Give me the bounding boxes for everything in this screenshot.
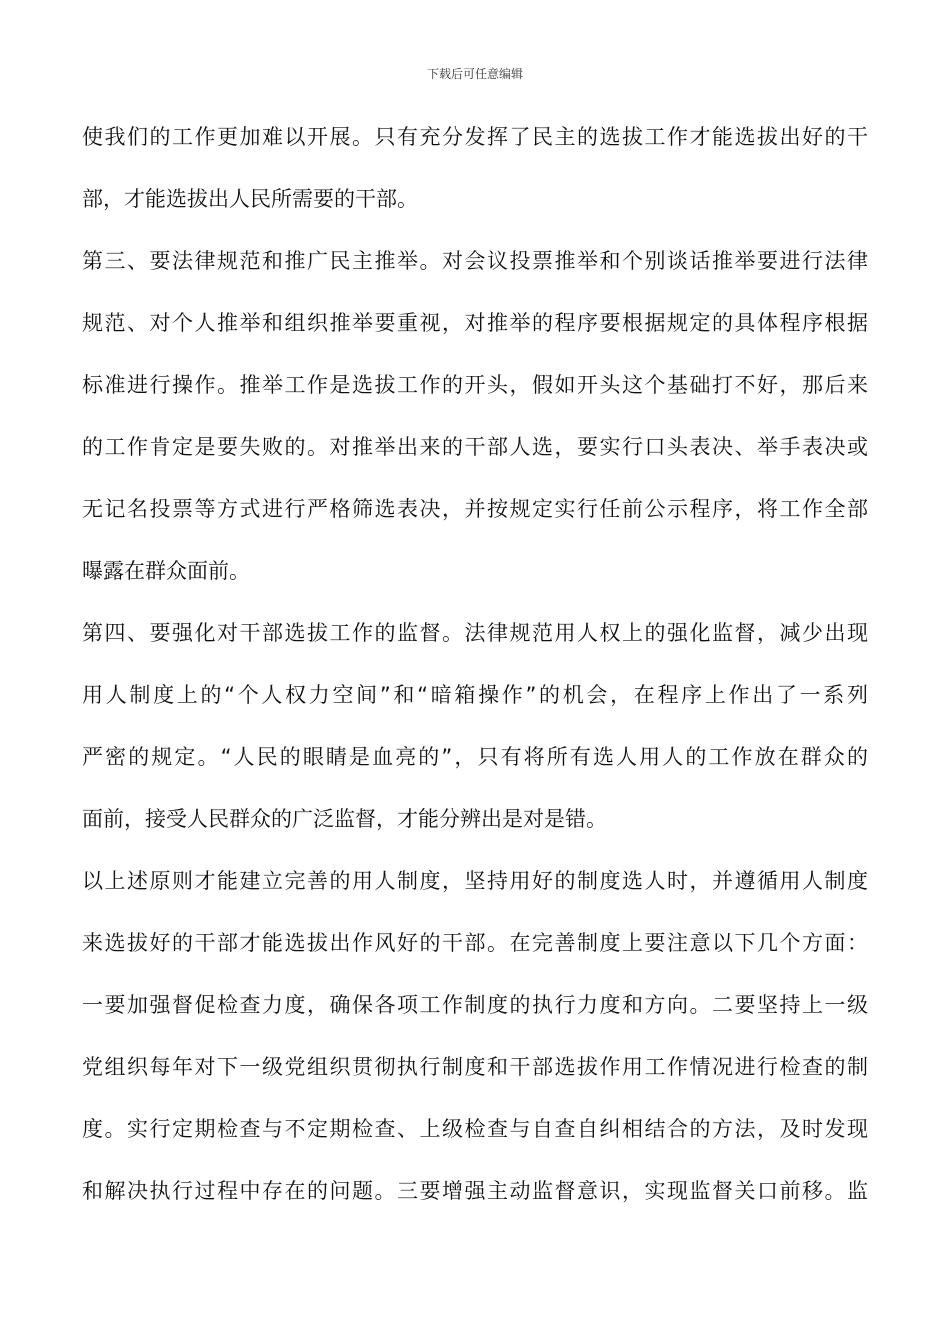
text-line: 和解决执行过程中存在的问题。三要增强主动监督意识，实现监督关口前移。监 — [82, 1179, 868, 1203]
text-line: 使我们的工作更加难以开展。只有充分发挥了民主的选拔工作才能选拔出好的干 — [82, 125, 868, 149]
text-line: 严密的规定。“人民的眼睛是血亮的”，只有将所有选人用人的工作放在群众的 — [82, 745, 868, 769]
text-line: 无记名投票等方式进行严格筛选表决，并按规定实行任前公示程序，将工作全部 — [82, 497, 868, 521]
text-line: 一要加强督促检查力度，确保各项工作制度的执行力度和方向。二要坚持上一级 — [82, 993, 868, 1017]
text-line: 规范、对个人推举和组织推举要重视，对推举的程序要根据规定的具体程序根据 — [82, 311, 868, 335]
text-line: 来选拔好的干部才能选拔出作风好的干部。在完善制度上要注意以下几个方面： — [82, 931, 868, 955]
text-line: 党组织每年对下一级党组织贯彻执行制度和干部选拔作用工作情况进行检查的制 — [82, 1055, 868, 1079]
text-line: 的工作肯定是要失败的。对推举出来的干部人选，要实行口头表决、举手表决或 — [82, 435, 868, 459]
text-line: 第三、要法律规范和推广民主推举。对会议投票推举和个别谈话推举要进行法律 — [82, 249, 868, 273]
text-line: 度。实行定期检查与不定期检查、上级检查与自查自纠相结合的方法，及时发现 — [82, 1117, 868, 1141]
page-header: 下载后可任意编辑 — [426, 67, 523, 81]
text-line: 曝露在群众面前。 — [82, 559, 250, 583]
text-line: 面前，接受人民群众的广泛监督，才能分辨出是对是错。 — [82, 807, 607, 831]
text-line: 用人制度上的“个人权力空间”和“暗箱操作”的机会，在程序上作出了一系列 — [82, 683, 868, 707]
document-body — [82, 106, 868, 1222]
text-line: 第四、要强化对干部选拔工作的监督。法律规范用人权上的强化监督，减少出现 — [82, 621, 868, 645]
text-line: 以上述原则才能建立完善的用人制度，坚持用好的制度选人时，并遵循用人制度 — [82, 869, 868, 893]
text-line: 标准进行操作。推举工作是选拔工作的开头，假如开头这个基础打不好，那后来 — [82, 373, 868, 397]
text-line: 部，才能选拔出人民所需要的干部。 — [82, 187, 418, 211]
